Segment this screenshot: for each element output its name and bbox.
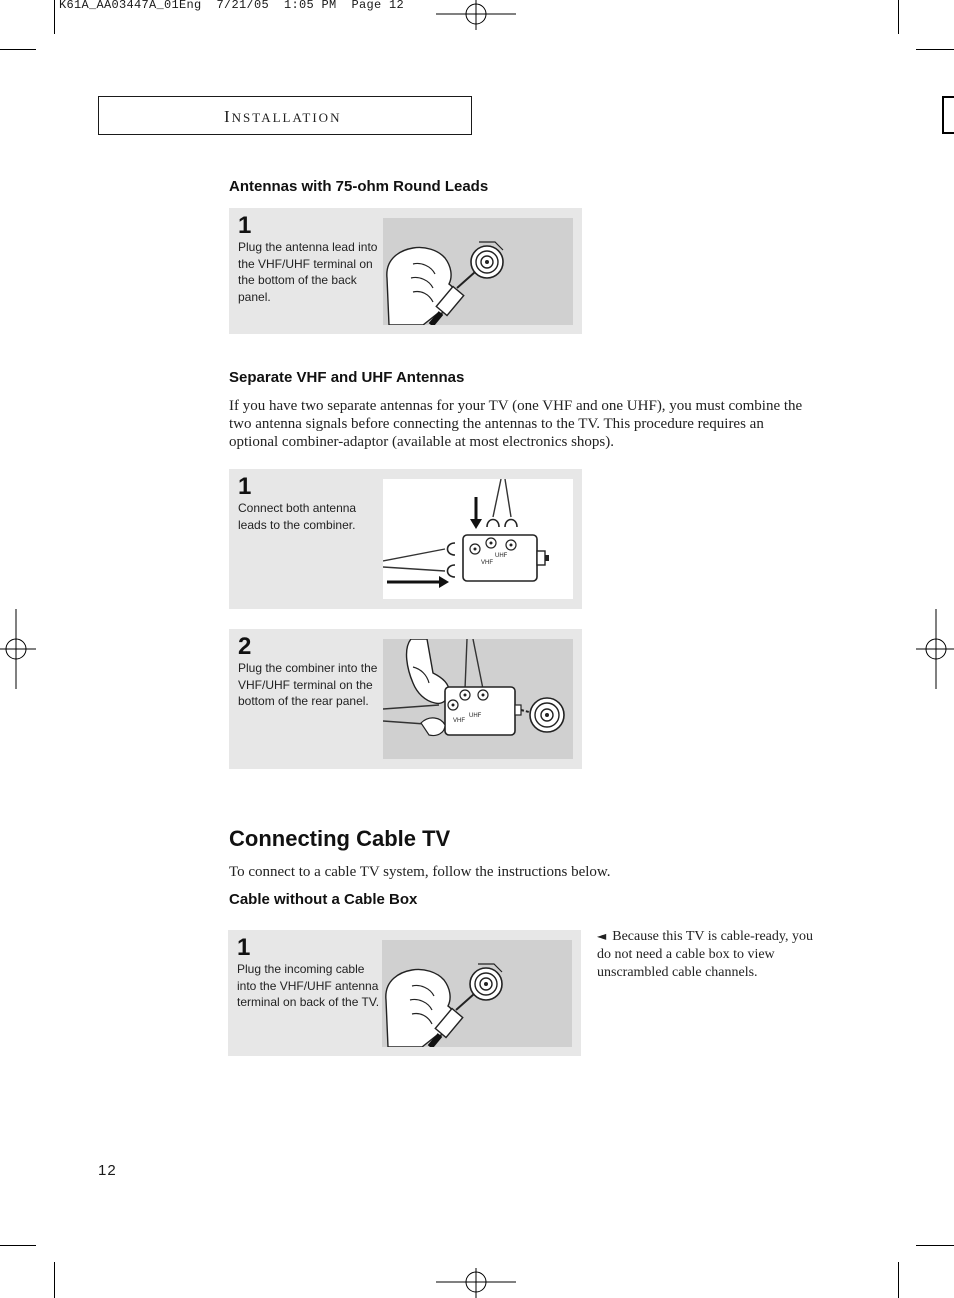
cable-plug-illustration xyxy=(382,940,572,1047)
print-header: K61A_AA03447A_01Eng 7/21/05 1:05 PM Page 12 xyxy=(59,0,405,12)
cable-tv-intro: To connect to a cable TV system, follow the instructions below. xyxy=(229,864,611,880)
registration-mark-top xyxy=(436,0,516,30)
step-text: Connect both antenna leads to the combiner. xyxy=(238,501,357,532)
combiner-connect-illustration xyxy=(383,479,573,599)
step-number: 1 xyxy=(237,934,251,961)
note-text: Because this TV is cable-ready, you do not need a cable box to view unscrambled cable channels. xyxy=(597,929,813,980)
uhf-label: UHF xyxy=(495,553,508,559)
antenna-plug-illustration xyxy=(383,218,573,325)
registration-mark-right xyxy=(916,609,954,689)
uhf-label: UHF xyxy=(469,713,482,719)
step-card-combiner-2 xyxy=(229,629,582,769)
cable-ready-note xyxy=(597,927,825,982)
step-number: 2 xyxy=(238,633,252,660)
separate-antennas-paragraph: If you have two separate antennas for your TV (one VHF and one UHF), you must combine the two antenna signals before connecting the antennas to the TV. This procedure requires an optional combiner-adaptor (available at most electronics shops). xyxy=(229,398,803,450)
heading-antennas-75ohm: Antennas with 75-ohm Round Leads xyxy=(229,178,489,195)
step-card-cable xyxy=(228,930,581,1056)
registration-mark-left xyxy=(0,609,36,689)
registration-mark-bottom xyxy=(436,1268,516,1298)
step-card-75ohm xyxy=(229,208,582,334)
heading-separate-antennas: Separate VHF and UHF Antennas xyxy=(229,369,465,386)
step-number: 1 xyxy=(238,473,252,500)
section-title: INSTALLATION xyxy=(224,107,342,126)
combiner-plug-illustration xyxy=(383,639,573,759)
vhf-label: VHF xyxy=(453,718,465,724)
step-text: Plug the incoming cable into the VHF/UHF antenna terminal on back of the TV. xyxy=(237,962,380,1009)
step-text: Plug the antenna lead into the VHF/UHF terminal on the bottom of the back panel. xyxy=(238,240,378,304)
page-number: 12 xyxy=(98,1162,117,1179)
note-arrow-icon: ◄ xyxy=(597,929,607,943)
step-number: 1 xyxy=(238,212,252,239)
section-header-box xyxy=(98,96,472,135)
step-text: Plug the combiner into the VHF/UHF terminal on the bottom of the rear panel. xyxy=(238,661,378,708)
vhf-label: VHF xyxy=(481,560,493,566)
step-card-combiner-1 xyxy=(229,469,582,609)
edge-tab xyxy=(942,96,954,134)
heading-cable-without-box: Cable without a Cable Box xyxy=(229,891,418,908)
heading-connecting-cable-tv: Connecting Cable TV xyxy=(229,826,451,851)
